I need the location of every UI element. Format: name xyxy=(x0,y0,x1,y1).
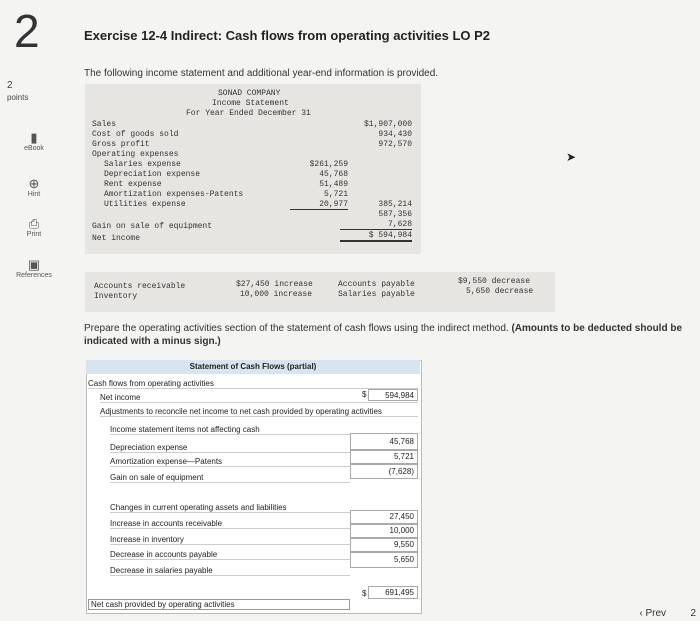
change-label: Accounts payable xyxy=(338,280,415,289)
non-cash-label: Income statement items not affecting cash xyxy=(110,425,350,435)
sales-label: Sales xyxy=(92,120,117,129)
expense-amount: 20,977 xyxy=(290,200,348,210)
book-icon: ▮ xyxy=(30,130,38,145)
change-row-label[interactable]: Decrease in salaries payable xyxy=(110,566,350,576)
total-label: Net cash provided by operating activities xyxy=(88,599,350,610)
net-income-amount: $ 594,984 xyxy=(340,231,412,242)
references-icon: ▣ xyxy=(27,257,41,272)
adjustment-input[interactable]: (7,628) xyxy=(350,464,418,479)
adjustment-label[interactable]: Amortization expense—Patents xyxy=(110,457,350,467)
net-income-row: Net income xyxy=(100,393,418,403)
question-number: 2 xyxy=(14,5,40,57)
adjustment-input[interactable]: 5,721 xyxy=(350,450,418,464)
change-input[interactable]: 10,000 xyxy=(350,524,418,538)
change-value: $27,450 increase xyxy=(236,280,313,289)
adjustment-label[interactable]: Depreciation expense xyxy=(110,443,350,453)
gain-amount: 7,628 xyxy=(340,220,412,230)
sidebar-item-label: Print xyxy=(26,231,42,238)
sidebar-item-label: eBook xyxy=(24,145,44,152)
expense-label: Utilities expense xyxy=(104,200,186,209)
cogs-label: Cost of goods sold xyxy=(92,130,179,139)
change-input[interactable]: 9,550 xyxy=(350,538,418,552)
sidebar-item-print[interactable] xyxy=(4,217,64,238)
dollar-sign: $ xyxy=(362,390,367,399)
statement-title: Statement of Cash Flows (partial) xyxy=(189,362,317,371)
change-value: 10,000 increase xyxy=(240,290,313,299)
expense-label: Amortization expenses-Patents xyxy=(104,190,244,199)
sidebar-item-references[interactable] xyxy=(4,258,64,279)
gain-label: Gain on sale of equipment xyxy=(92,222,213,231)
statement-name: Income Statement xyxy=(212,99,289,108)
globe-icon: ⊕ xyxy=(28,176,40,191)
adjustments-label: Adjustments to reconcile net income to net cash provided by operating activities xyxy=(100,407,418,417)
expense-amount: $261,259 xyxy=(309,160,348,169)
opex-label: Operating expenses xyxy=(92,150,179,159)
exercise-title: Exercise 12-4 Indirect: Cash flows from operating activities LO P2 xyxy=(84,28,491,43)
dollar-sign: $ xyxy=(362,589,367,598)
sidebar-item-label: Hint xyxy=(27,191,41,198)
sidebar-item-label: References xyxy=(16,272,52,279)
subtotal-amount: 587,356 xyxy=(378,210,412,219)
instruction-text: Prepare the operating activities section of the statement of cash flows using the indirect method. xyxy=(84,323,509,334)
section-label: Cash flows from operating activities xyxy=(88,379,418,389)
change-row-label[interactable]: Increase in inventory xyxy=(110,535,350,545)
expense-amount: 45,768 xyxy=(319,170,348,179)
prev-label: Prev xyxy=(645,608,666,619)
prev-button[interactable] xyxy=(639,608,666,619)
net-income-input[interactable]: 594,984 xyxy=(368,389,418,401)
adjustment-label[interactable]: Gain on sale of equipment xyxy=(110,473,350,483)
total-input[interactable]: 691,495 xyxy=(368,586,418,599)
gross-label: Gross profit xyxy=(92,140,150,149)
sales-amount: $1,907,000 xyxy=(363,120,412,129)
change-value: $9,550 decrease xyxy=(458,277,531,286)
change-label: Accounts receivable xyxy=(94,282,186,291)
net-income-label: Net income xyxy=(92,234,141,243)
expense-amount: 51,489 xyxy=(319,180,348,189)
expense-label: Depreciation expense xyxy=(104,170,201,179)
expense-label: Salaries expense xyxy=(104,160,181,169)
change-label: Inventory xyxy=(94,292,138,301)
instructions xyxy=(84,322,694,348)
change-input[interactable]: 27,450 xyxy=(350,510,418,524)
sidebar-item-ebook[interactable] xyxy=(4,131,64,152)
print-icon: ⎙ xyxy=(28,216,40,231)
statement-period: For Year Ended December 31 xyxy=(186,109,311,118)
company-name: SONAD COMPANY xyxy=(218,89,281,98)
sidebar-question-number: 2 xyxy=(7,80,13,91)
instruction-bold: (Amounts to be deducted should be indicated with a minus sign.) xyxy=(84,323,683,347)
adjustment-input[interactable]: 45,768 xyxy=(350,433,418,450)
expense-label: Rent expense xyxy=(104,180,162,189)
change-input[interactable]: 5,650 xyxy=(350,552,418,568)
change-label: Salaries payable xyxy=(338,290,415,299)
gross-amount: 972,570 xyxy=(378,140,412,149)
changes-label: Changes in current operating assets and liabilities xyxy=(110,503,350,513)
mouse-cursor-icon: ➤ xyxy=(566,150,577,164)
cogs-amount: 934,430 xyxy=(378,130,412,139)
expense-amount: 5,721 xyxy=(323,190,348,199)
change-row-label[interactable]: Increase in accounts receivable xyxy=(110,519,350,529)
sidebar-item-hint[interactable] xyxy=(4,177,64,198)
page-number: 2 xyxy=(690,608,696,619)
change-value: 5,650 decrease xyxy=(466,287,534,296)
sidebar-points: points xyxy=(7,93,29,102)
chevron-left-icon: ‹ xyxy=(639,608,643,619)
change-row-label[interactable]: Decrease in accounts payable xyxy=(110,550,350,560)
total-expenses: 385,214 xyxy=(378,200,412,209)
intro-text: The following income statement and additional year-end information is provided. xyxy=(84,68,439,79)
